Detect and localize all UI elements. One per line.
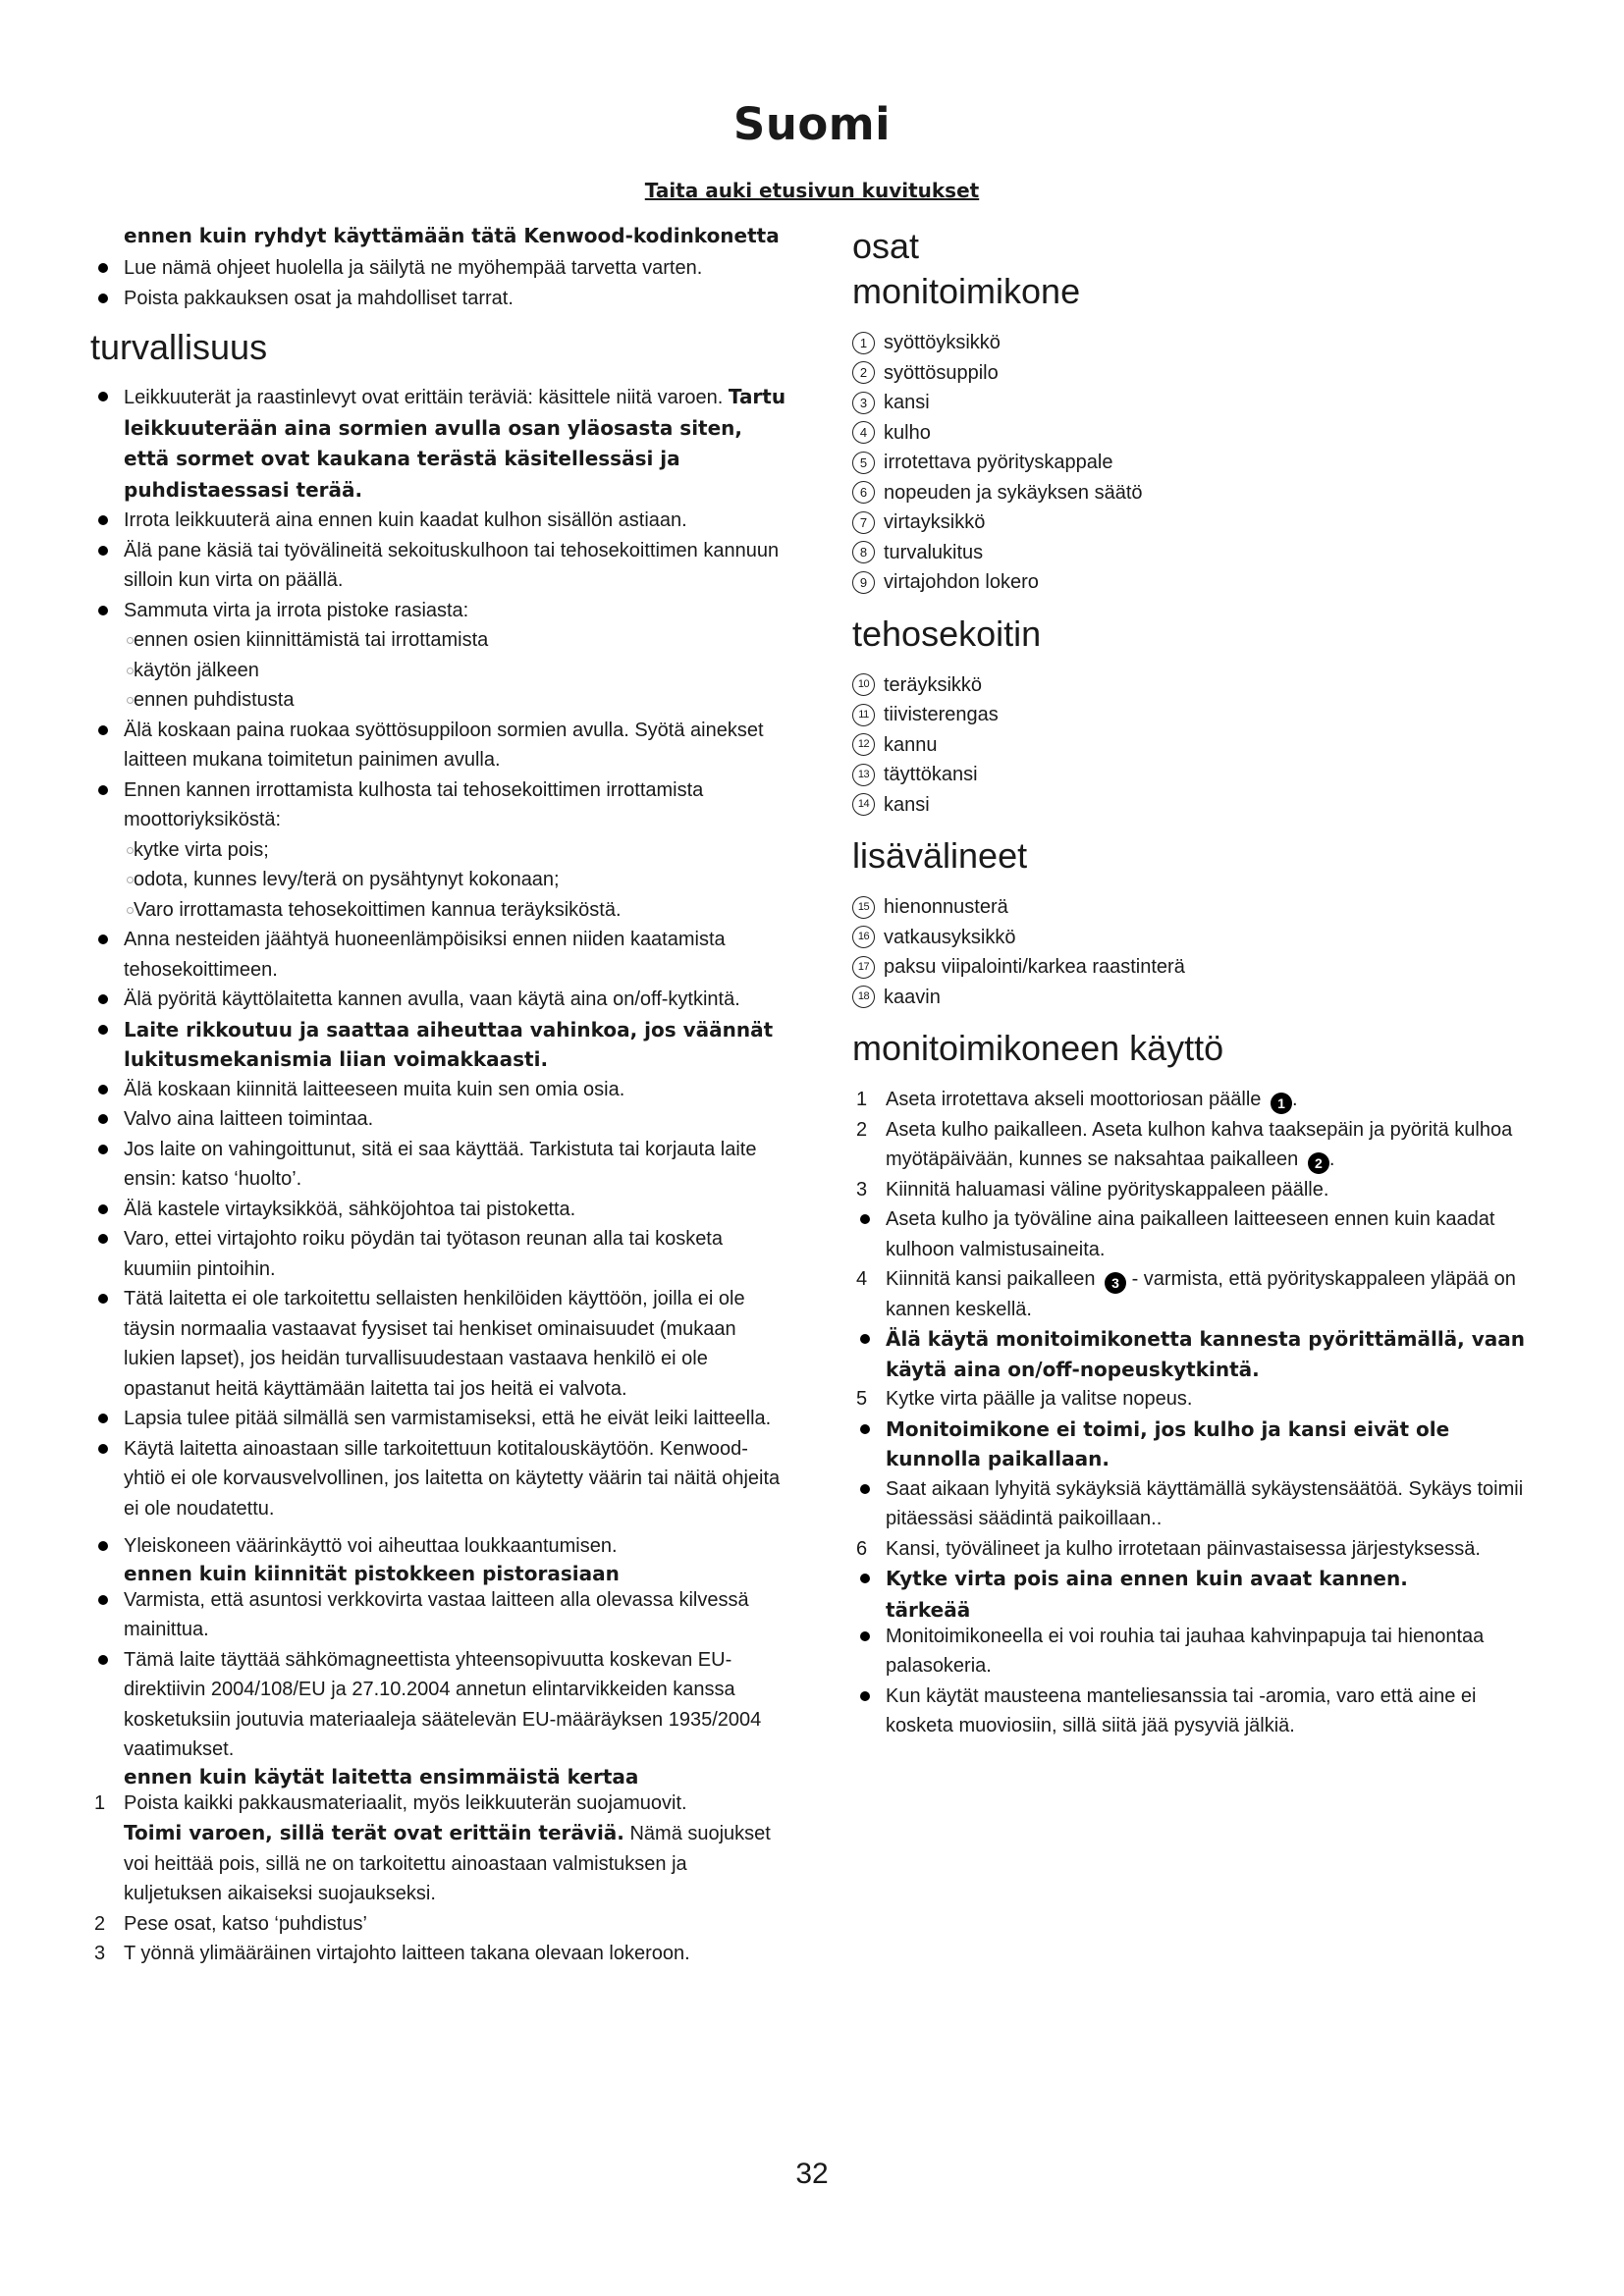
list-item: Lapsia tulee pitää silmällä sen varmistamiseksi, että he eivät leiki laitteella. [90, 1404, 787, 1434]
part-number: 5 [852, 452, 875, 474]
list-item [852, 538, 1530, 568]
step-text: Aseta irrotettava akseli moottoriosan päälle [886, 1089, 1262, 1110]
part-label: virtajohdon lokero [884, 571, 1039, 593]
safety-heading: turvallisuus [90, 327, 268, 367]
step-number: 1 [94, 1791, 106, 1814]
list-item [852, 700, 1530, 730]
sub-item: odota, kunnes levy/terä on pysähtynyt kokonaan; [90, 865, 787, 895]
list-item [852, 328, 1530, 358]
part-label: täyttökansi [884, 764, 978, 785]
numbered-step [852, 1384, 1530, 1415]
part-label: vatkausyksikkö [884, 926, 1016, 948]
list-item: Varmista, että asuntosi verkkovirta vastaa laitteen alla olevassa kilvessä mainittua. [90, 1585, 787, 1645]
accessories-heading: lisävälineet [852, 835, 1028, 876]
list-item: Monitoimikoneella ei voi rouhia tai jauhaa kahvinpapuja tai hienontaa palasokeria. [852, 1622, 1530, 1682]
part-label: virtayksikkö [884, 511, 986, 533]
part-number: 9 [852, 571, 875, 594]
safety-warning: Tartu leikkuuterään aina sormien avulla osan yläosasta siten, että sormet ovat kaukana terästä käsitellessäsi ja puhdistaessasi terää. [124, 385, 786, 502]
list-item [852, 923, 1530, 953]
step-number: 2 [94, 1912, 106, 1935]
list-item: Lue nämä ohjeet huolella ja säilytä ne myöhempää tarvetta varten. [90, 253, 787, 284]
part-label: irrotettava pyörityskappale [884, 452, 1113, 473]
step-note [90, 1818, 787, 1909]
list-item: Anna nesteiden jäähtyä huoneenlämpöisiksi ennen niiden kaatamista tehosekoittimeen. [90, 925, 787, 985]
list-item: Kytke virta pois aina ennen kuin avaat kannen. [852, 1564, 1530, 1594]
list-item [852, 507, 1530, 538]
step-text: Kiinnitä kansi paikalleen [886, 1268, 1096, 1290]
list-item: Älä pyöritä käyttölaitetta kannen avulla, vaan käytä aina on/off-kytkintä. [90, 985, 787, 1015]
step-text: Aseta kulho paikalleen. Aseta kulhon kahva taaksepäin ja pyöritä kulhoa myötäpäivään, kunnes se naksahtaa paikalleen [886, 1118, 1513, 1170]
blender-parts-list [852, 670, 1530, 821]
food-processor-parts-list [852, 328, 1530, 598]
numbered-step [852, 1175, 1530, 1205]
before-use-heading: ennen kuin ryhdyt käyttämään tätä Kenwood-kodinkonetta [124, 224, 780, 247]
list-item: Aseta kulho ja työväline aina paikalleen laitteeseen ennen kuin kaadat kulhoon valmistusaineita. [852, 1204, 1530, 1264]
list-item: Älä käytä monitoimikonetta kannesta pyörittämällä, vaan käytä aina on/off-nopeuskytkintä. [852, 1324, 1530, 1384]
list-item: Tämä laite täyttää sähkömagneettista yhteensopivuutta koskevan EU-direktiivin 2004/108/EU ja 27.10.2004 annetun elintarvikkeiden kanssa kosketuksiin joutuvia materiaaleja säätelevän EU-määräyksen 1935/2004 vaatimukset. [90, 1645, 787, 1765]
part-number: 18 [852, 986, 875, 1008]
list-item: Laite rikkoutuu ja saattaa aiheuttaa vahinkoa, jos väännät lukitusmekanismia liian voimakkaasti. [90, 1015, 787, 1075]
numbered-step [90, 1909, 787, 1940]
step-number: 2 [856, 1118, 868, 1141]
right-column [852, 224, 1530, 1741]
blender-heading: tehosekoitin [852, 613, 1042, 654]
part-number: 17 [852, 956, 875, 979]
food-processor-heading: monitoimikone [852, 271, 1081, 311]
page-title: Suomi [732, 98, 892, 150]
accessories-list [852, 892, 1530, 1012]
left-column [90, 224, 787, 1969]
part-label: hienonnusterä [884, 896, 1008, 918]
step-text: Pese osat, katso ‘puhdistus’ [124, 1912, 367, 1935]
fold-out-note: Taita auki etusivun kuvitukset [644, 179, 980, 202]
step-text: Kansi, työvälineet ja kulho irrotetaan päinvastaisessa järjestyksessä. [886, 1537, 1481, 1560]
part-number: 6 [852, 481, 875, 504]
figure-ref-icon: 2 [1308, 1152, 1329, 1174]
first-use-heading: ennen kuin käytät laitetta ensimmäistä kertaa [124, 1764, 639, 1789]
part-label: kaavin [884, 986, 941, 1008]
step-number: 6 [856, 1537, 868, 1560]
list-item: Poista pakkauksen osat ja mahdolliset tarrat. [90, 284, 787, 314]
step-number: 1 [856, 1089, 868, 1110]
list-item [852, 730, 1530, 761]
step-number: 3 [856, 1178, 868, 1201]
list-item: Tätä laitetta ei ole tarkoitettu sellaisten henkilöiden käyttöön, joilla ei ole täysin normaalia vastaavat fyysiset tai henkiset ominaisuudet (mukaan lukien lapset), jos heidän turvallisuudestaan vastaava henkilö ei ole opastanut heitä käyttämään laitetta tai jos heitä ei valvota. [90, 1284, 787, 1404]
list-item: Älä kastele virtayksikköä, sähköjohtoa tai pistoketta. [90, 1195, 787, 1225]
part-label: syöttöyksikkö [884, 332, 1001, 353]
part-label: turvalukitus [884, 541, 984, 563]
list-item [852, 790, 1530, 821]
part-number: 10 [852, 673, 875, 696]
step-text: - varmista, että pyörityskappaleen yläpää on kannen keskellä. [886, 1268, 1516, 1320]
step-warning: Toimi varoen, sillä terät ovat erittäin teräviä. [124, 1821, 624, 1844]
list-item: Valvo aina laitteen toimintaa. [90, 1104, 787, 1135]
part-label: syöttösuppilo [884, 361, 999, 384]
sub-item: Varo irrottamasta tehosekoittimen kannua teräyksiköstä. [90, 895, 787, 926]
list-item: Älä pane käsiä tai työvälineitä sekoituskulhoon tai tehosekoittimen kannuun silloin kun virta on päällä. [90, 536, 787, 596]
numbered-step: 2 Aseta kulho paikalleen. Aseta kulhon kahva taaksepäin ja pyöritä kulhoa myötäpäivään, kunnes se naksahtaa paikalleen 2 . [852, 1115, 1530, 1175]
part-number: 13 [852, 764, 875, 786]
list-item [852, 478, 1530, 508]
part-number: 8 [852, 541, 875, 563]
list-item [852, 388, 1530, 418]
list-item: Yleiskoneen väärinkäyttö voi aiheuttaa loukkaantumisen. [90, 1531, 787, 1562]
part-number: 11 [852, 704, 875, 726]
sub-item: ennen osien kiinnittämistä tai irrottamista [90, 625, 787, 656]
part-number: 4 [852, 421, 875, 444]
list-item [90, 382, 787, 506]
part-label: kulho [884, 421, 931, 444]
part-number: 15 [852, 896, 875, 919]
list-item: Käytä laitetta ainoastaan sille tarkoitettuun kotitalouskäytöön. Kenwood-yhtiö ei ole korvausvelvollinen, jos laitetta on käytetty väärin tai näitä ohjeita ei ole noudatettu. [90, 1434, 787, 1524]
safety-text: Leikkuuterät ja raastinlevyt ovat erittäin teräviä: käsittele niitä varoen. [124, 387, 729, 408]
page-number: 32 [795, 2158, 829, 2190]
parts-heading: osat [852, 226, 920, 266]
part-number: 16 [852, 926, 875, 948]
list-item: Saat aikaan lyhyitä sykäyksiä käyttämällä sykäystensäätöä. Sykäys toimii pitäessäsi säädintä paikoillaan.. [852, 1474, 1530, 1534]
list-item: Sammuta virta ja irrota pistoke rasiasta: [90, 596, 787, 626]
list-item [852, 448, 1530, 478]
step-text: Kiinnitä haluamasi väline pyörityskappaleen päälle. [886, 1178, 1329, 1201]
numbered-step [90, 1789, 787, 1819]
list-item: Irrota leikkuuterä aina ennen kuin kaadat kulhon sisällön astiaan. [90, 506, 787, 536]
part-label: paksu viipalointi/karkea raastinterä [884, 956, 1185, 978]
list-item [852, 358, 1530, 389]
sub-item: käytön jälkeen [90, 656, 787, 686]
part-number: 2 [852, 361, 875, 384]
list-item [852, 670, 1530, 701]
step-number: 5 [856, 1388, 868, 1410]
part-label: teräyksikkö [884, 673, 983, 696]
list-item: Kun käytät mausteena manteliesanssia tai -aromia, varo että aine ei kosketa muoviosiin, sillä siitä jää pysyviä jälkiä. [852, 1682, 1530, 1741]
step-number: 4 [856, 1268, 868, 1290]
list-item: Monitoimikone ei toimi, jos kulho ja kansi eivät ole kunnolla paikallaan. [852, 1415, 1530, 1474]
list-item [852, 760, 1530, 790]
step-text: Poista kaikki pakkausmateriaalit, myös leikkuuterän suojamuovit. [124, 1791, 687, 1814]
list-item [852, 418, 1530, 449]
part-label: nopeuden ja sykäyksen säätö [884, 481, 1143, 504]
sub-item: ennen puhdistusta [90, 685, 787, 716]
step-text: T yönnä ylimääräinen virtajohto laitteen takana olevaan lokeroon. [124, 1943, 690, 1964]
list-item [852, 952, 1530, 983]
part-number: 7 [852, 511, 875, 534]
step-text: Kytke virta päälle ja valitse nopeus. [886, 1388, 1193, 1410]
list-item: Jos laite on vahingoittunut, sitä ei saa käyttää. Tarkistuta tai korjauta laite ensin: katso ‘huolto’. [90, 1135, 787, 1195]
plug-heading: ennen kuin kiinnität pistokkeen pistorasiaan [124, 1561, 620, 1585]
numbered-step [852, 1264, 1530, 1324]
part-number: 12 [852, 733, 875, 756]
list-item: Älä koskaan kiinnitä laitteeseen muita kuin sen omia osia. [90, 1075, 787, 1105]
part-label: kannu [884, 733, 938, 756]
part-label: kansi [884, 793, 930, 816]
sub-item: kytke virta pois; [90, 835, 787, 866]
list-item [852, 892, 1530, 923]
part-number: 3 [852, 392, 875, 414]
part-number: 14 [852, 793, 875, 816]
important-heading: tärkeää [886, 1597, 971, 1622]
usage-heading: monitoimikoneen käyttö [852, 1028, 1224, 1068]
figure-ref-icon: 3 [1105, 1272, 1126, 1294]
list-item: Varo, ettei virtajohto roiku pöydän tai työtason reunan alla tai kosketa kuumiin pintoihin. [90, 1224, 787, 1284]
part-label: kansi [884, 392, 930, 413]
list-item [852, 983, 1530, 1013]
numbered-step [852, 1534, 1530, 1565]
figure-ref-icon: 1 [1271, 1093, 1292, 1114]
list-item [852, 567, 1530, 598]
numbered-step: 1 Aseta irrotettava akseli moottoriosan päälle 1 . [852, 1085, 1530, 1115]
list-item: Ennen kannen irrottamista kulhosta tai tehosekoittimen irrottamista moottoriyksiköstä: [90, 775, 787, 835]
step-number: 3 [94, 1943, 106, 1964]
step-text: Nämä suojukset voi heittää pois, sillä ne on tarkoitettu ainoastaan valmistuksen ja kuljetuksen aikaiseksi suojaukseksi. [124, 1823, 771, 1904]
part-label: tiivisterengas [884, 704, 999, 725]
list-item: Älä koskaan paina ruokaa syöttösuppiloon sormien avulla. Syötä ainekset laitteen mukana toimitetun painimen avulla. [90, 716, 787, 775]
part-number: 1 [852, 332, 875, 354]
numbered-step [90, 1939, 787, 1969]
